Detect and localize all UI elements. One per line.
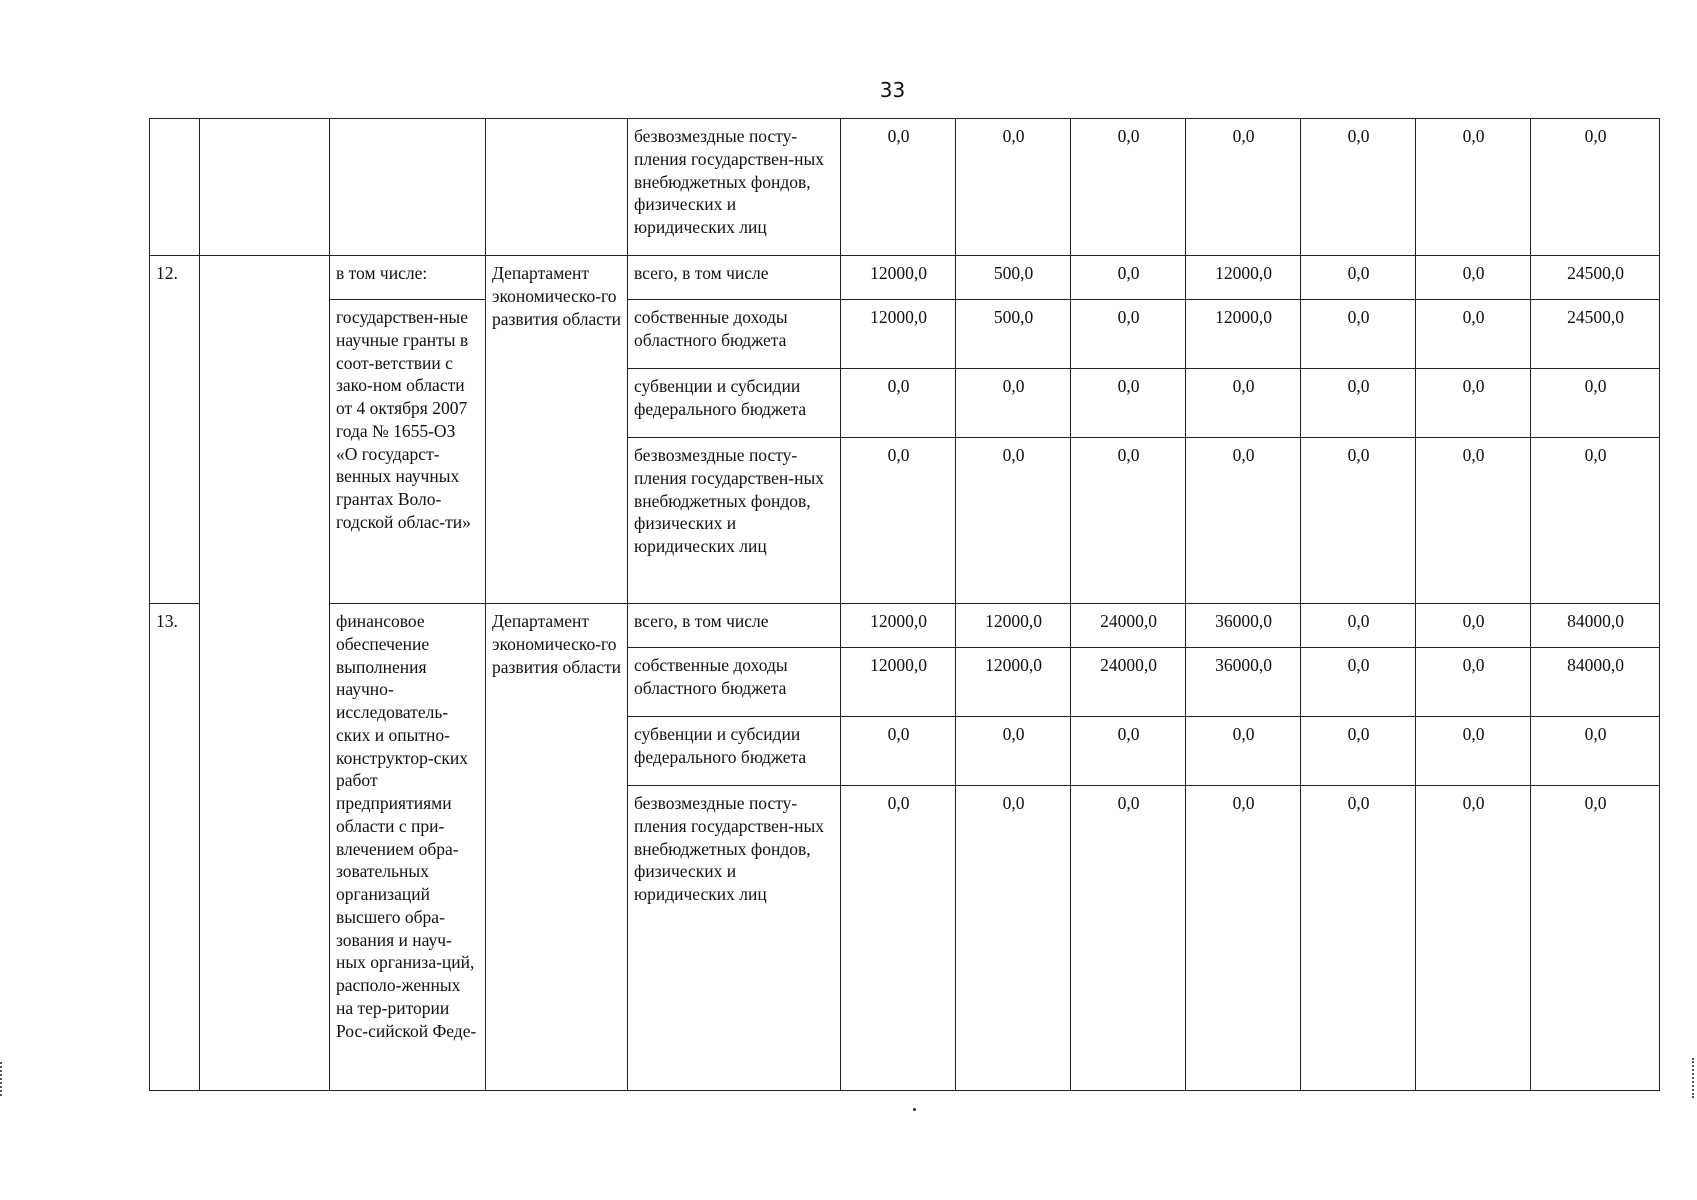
value-cell: 0,0 — [1071, 300, 1186, 369]
value-cell: 24000,0 — [1071, 604, 1186, 648]
source-label: всего, в том числе — [628, 256, 841, 300]
value-cell: 0,0 — [956, 119, 1071, 256]
value-cell: 0,0 — [1301, 300, 1416, 369]
value-cell: 0,0 — [1416, 604, 1531, 648]
value-cell: 0,0 — [1301, 786, 1416, 1091]
value-cell: 0,0 — [1416, 786, 1531, 1091]
value-cell: 36000,0 — [1186, 604, 1301, 648]
value-cell: 84000,0 — [1531, 604, 1660, 648]
value-cell: 0,0 — [956, 369, 1071, 438]
value-cell: 84000,0 — [1531, 648, 1660, 717]
value-cell: 0,0 — [956, 786, 1071, 1091]
value-cell: 0,0 — [1531, 119, 1660, 256]
table-row — [150, 300, 1660, 369]
value-cell: 0,0 — [1531, 717, 1660, 786]
value-cell: 500,0 — [956, 256, 1071, 300]
value-cell: 0,0 — [1531, 438, 1660, 604]
value-cell: 0,0 — [1416, 438, 1531, 604]
value-cell: 0,0 — [1301, 119, 1416, 256]
measure-cell — [330, 119, 486, 256]
value-cell: 0,0 — [1531, 369, 1660, 438]
value-cell: 0,0 — [1186, 369, 1301, 438]
executor-cell: Департамент экономическо-го развития области — [486, 256, 628, 604]
value-cell: 0,0 — [1416, 300, 1531, 369]
value-cell: 0,0 — [1416, 717, 1531, 786]
value-cell: 0,0 — [1186, 717, 1301, 786]
value-cell: 0,0 — [1071, 717, 1186, 786]
value-cell: 0,0 — [841, 369, 956, 438]
source-label: субвенции и субсидии федерального бюджета — [628, 717, 841, 786]
value-cell: 12000,0 — [956, 648, 1071, 717]
value-cell: 0,0 — [1301, 604, 1416, 648]
value-cell: 0,0 — [956, 438, 1071, 604]
value-cell: 0,0 — [1071, 256, 1186, 300]
source-label: субвенции и субсидии федерального бюджета — [628, 369, 841, 438]
value-cell: 500,0 — [956, 300, 1071, 369]
value-cell: 0,0 — [1416, 119, 1531, 256]
subprogram-cell — [200, 256, 330, 1091]
measure-description: финансовое обеспечение выполнения научно-исследователь-ских и опытно-конструктор-ских работ предприятиями области с при-влечением обра-зовательных организаций высшего обра-зования и науч-ных организа-ций, располо-женных на тер-ритории Рос-сийской Феде- — [330, 604, 486, 1091]
row-index: 12. — [150, 256, 200, 604]
executor-cell: Департамент экономическо-го развития области — [486, 604, 628, 1091]
value-cell: 24500,0 — [1531, 256, 1660, 300]
value-cell: 0,0 — [1186, 438, 1301, 604]
value-cell: 0,0 — [841, 438, 956, 604]
value-cell: 0,0 — [1301, 369, 1416, 438]
subprogram-cell — [200, 119, 330, 256]
value-cell: 0,0 — [1416, 369, 1531, 438]
value-cell: 0,0 — [1416, 648, 1531, 717]
value-cell: 36000,0 — [1186, 648, 1301, 717]
budget-table — [149, 118, 1660, 1091]
source-label: безвозмездные посту-пления государствен-ных внебюджетных фондов, физических и юридических лиц — [628, 786, 841, 1091]
value-cell: 12000,0 — [841, 648, 956, 717]
value-cell: 0,0 — [1071, 119, 1186, 256]
measure-description: государствен-ные научные гранты в соот-ветствии с зако-ном области от 4 октября 2007 года № 1655-ОЗ «О государст-венных научных грантах Воло-годской облас-ти» — [330, 300, 486, 604]
page-number: 33 — [879, 78, 906, 102]
value-cell: 0,0 — [1186, 119, 1301, 256]
value-cell: 12000,0 — [956, 604, 1071, 648]
value-cell: 0,0 — [1301, 717, 1416, 786]
value-cell: 0,0 — [841, 717, 956, 786]
value-cell: 0,0 — [1531, 786, 1660, 1091]
value-cell: 0,0 — [1301, 438, 1416, 604]
value-cell: 0,0 — [1416, 256, 1531, 300]
value-cell: 0,0 — [1071, 438, 1186, 604]
source-label: всего, в том числе — [628, 604, 841, 648]
table-row — [150, 256, 1660, 300]
value-cell: 0,0 — [1186, 786, 1301, 1091]
value-cell: 0,0 — [841, 119, 956, 256]
measure-subtitle: в том числе: — [330, 256, 486, 300]
executor-cell — [486, 119, 628, 256]
scan-edge-mark-left — [0, 1062, 4, 1096]
value-cell: 0,0 — [841, 786, 956, 1091]
source-label: собственные доходы областного бюджета — [628, 648, 841, 717]
source-label: собственные доходы областного бюджета — [628, 300, 841, 369]
scan-edge-mark-right — [1692, 1058, 1696, 1098]
value-cell: 12000,0 — [841, 300, 956, 369]
value-cell: 0,0 — [1301, 256, 1416, 300]
source-label: безвозмездные посту-пления государствен-ных внебюджетных фондов, физических и юридических лиц — [628, 119, 841, 256]
source-label: безвозмездные посту-пления государствен-ных внебюджетных фондов, физических и юридических лиц — [628, 438, 841, 604]
row-index: 13. — [150, 604, 200, 1091]
value-cell: 12000,0 — [841, 256, 956, 300]
value-cell: 24000,0 — [1071, 648, 1186, 717]
table-row — [150, 119, 1660, 256]
scan-dot — [913, 1108, 916, 1111]
value-cell: 12000,0 — [1186, 256, 1301, 300]
value-cell: 0,0 — [1071, 786, 1186, 1091]
value-cell: 0,0 — [1071, 369, 1186, 438]
table-row — [150, 604, 1660, 648]
value-cell: 0,0 — [1301, 648, 1416, 717]
value-cell: 12000,0 — [841, 604, 956, 648]
value-cell: 0,0 — [956, 717, 1071, 786]
value-cell: 24500,0 — [1531, 300, 1660, 369]
value-cell: 12000,0 — [1186, 300, 1301, 369]
index-cell — [150, 119, 200, 256]
